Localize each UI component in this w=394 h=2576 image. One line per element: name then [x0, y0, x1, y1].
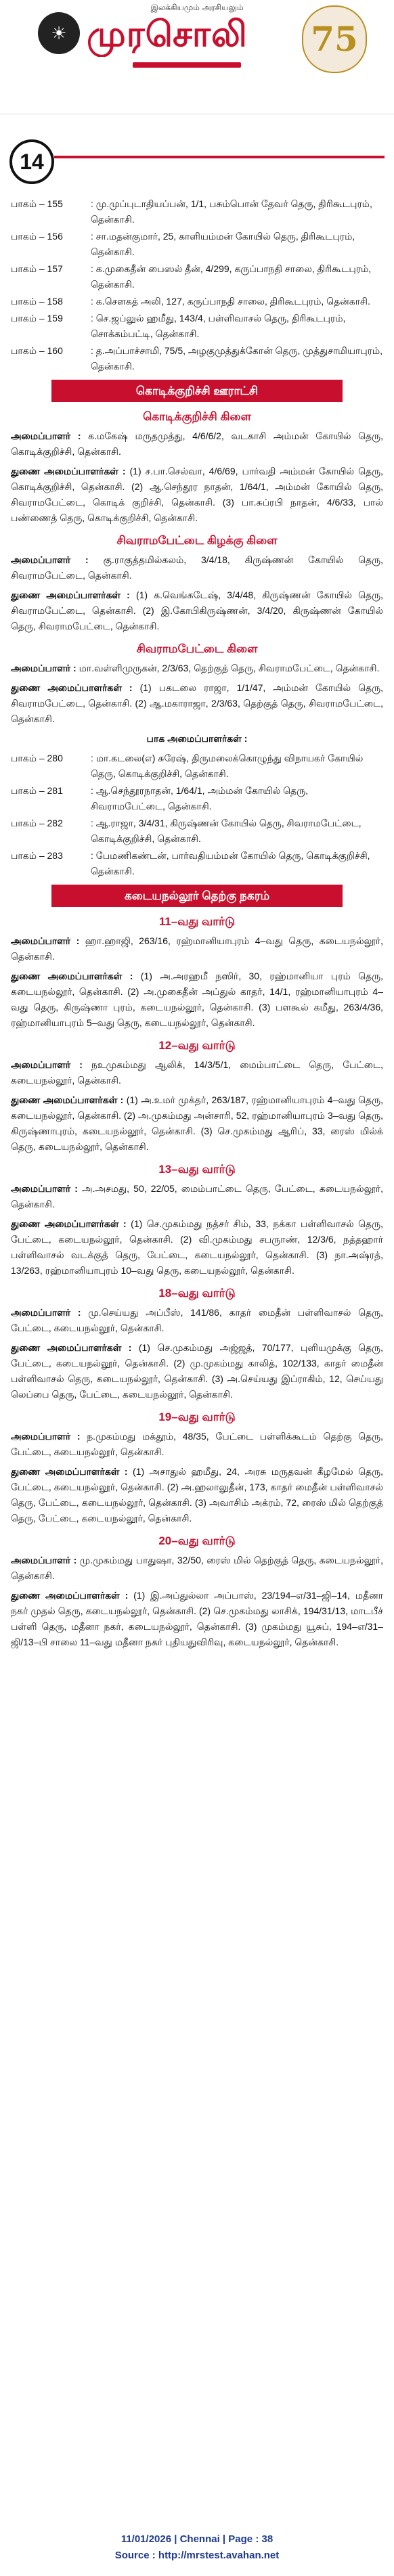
party-emblem-icon: ☀ [38, 12, 80, 54]
entry-text: : த.அப்பாச்சாமி, 75/5, அழகுமுத்துக்கோன் தெரு, முத்துசாமியாபுரம், தென்காசி. [91, 345, 383, 372]
role-paragraph [11, 1181, 383, 1212]
entry-code: பாகம் – 280 [11, 753, 63, 763]
page-rule [54, 156, 385, 158]
entry-code: பாகம் – 160 [11, 345, 63, 356]
entry-code: பாகம் – 156 [11, 231, 63, 242]
entry-text: : பேமணிகண்டன், பார்வதியம்மன் கோயில் தெரு, கொடிக்குறிச்சி, தென்காசி. [91, 850, 370, 876]
role-text: (1) செ.முகம்மது அஜ்ஜத், 70/177, புளியமுக்கு தெரு, பேட்டை, கடையநல்லூர், தென்காசி. (2) மு.முகம்மது காலித், 102/133, காதர் மைதீன் பள்ளிவாசல் தெரு, கடையநல்லூர், தென்காசி. (3) அ.செய்யது இப்ராகிம், 12, செய்யது லெப்பை தெரு, பேட்டை, கடையநல்லூர், தென்காசி. [11, 1342, 383, 1400]
branch-title: சிவராமபேட்டை கிளை [136, 642, 258, 655]
page-number-row [0, 135, 394, 183]
list-item [11, 751, 383, 782]
footer-source-line: Source : http://mrstest.avahan.net [114, 2550, 280, 2561]
footer-date-line: 11/01/2026 | Chennai | Page : 38 [121, 2533, 273, 2545]
role-paragraph [11, 661, 383, 676]
entry-text: : ஆ.ராஜா, 3/4/31, கிருஷ்ணன் கோயில் தெரு, சிவராமபேட்டை, கொடிக்குறிச்சி, தென்காசி. [91, 818, 362, 844]
role-label: அமைப்பாளர் : [11, 1555, 77, 1565]
role-text: மு.முகம்மது பாதுஷா, 32/50, ரைஸ் மில் தெற்குத் தெரு, கடையநல்லூர், தென்காசி. [11, 1555, 383, 1581]
role-paragraph [11, 1588, 383, 1650]
role-label: அமைப்பாளர் : [11, 663, 76, 673]
role-paragraph [11, 1429, 383, 1460]
list-item [11, 311, 383, 342]
entry-text: : க.செளகத் அலி, 127, கருப்பாநதி சாலை, திரிகூடபுரம், தென்காசி. [91, 296, 370, 307]
entry-text: : மா.கடலை(எ) சுரேஷ், திருமலைக்கொழுந்து விநாயகர் கோயில் தெரு, கொடிக்குறிச்சி, தென்காசி. [91, 753, 364, 779]
ward-title: 12–வது வார்டு [158, 1039, 236, 1052]
list-item [11, 294, 383, 309]
section-banner: கொடிக்குறிச்சி ஊராட்சி [51, 380, 343, 402]
entry-text: : ஆ.செந்தூரநாதன், 1/64/1, அம்மன் கோயில் தெரு, சிவராமபேட்டை, தென்காசி. [91, 785, 308, 812]
role-paragraph [11, 1464, 383, 1526]
role-label: துணை அமைப்பாளர்கள் : [11, 1342, 132, 1353]
list-item [11, 848, 383, 879]
role-text: (1) இ.அப்துல்லா அப்பாஸ், 23/194–எ/31–ஜி–14, மதீனா நகர் முதல் தெரு, கடையநல்லூர், தென்காசி. (2) செ.முகம்மது லாசிக், 194/31/13, மாடபீச் பள்ளி தெரு, மதீனா நகர், கடையநல்லூர், தென்காசி. (3) முகம்மது யூசுப், 194–எ/31–ஜி/13–பி சாலை 11–வது மதீனா நகர் புதியதுவிரிவு, கடையநல்லூர், தென்காசி. [11, 1590, 383, 1647]
role-text: நஉமுகம்மது ஆலிக், 14/3/5/1, மைம்பாட்டை தெரு, பேட்டை, கடையநல்லூர், தென்காசி. [11, 1059, 383, 1086]
article-content [11, 196, 383, 2497]
role-text: (1) பகடலை ராஜா, 1/1/47, அம்மன் கோயில் தெரு, சிவராமபேட்டை, தென்காசி. (2) ஆ.மகாராஜா, 2/3/63, தெற்குத் தெரு, சிவராமபேட்டை, தென்காசி. [11, 682, 383, 724]
role-paragraph [11, 552, 383, 583]
role-label: அமைப்பாளர் : [11, 1431, 81, 1442]
role-text: கு.ராகுத்தமில்கலம், 3/4/18, கிருஷ்ணன் கோயில் தெரு, சிவராமபேட்டை, தென்காசி. [11, 554, 383, 581]
ward-title: 11–வது வார்டு [158, 915, 236, 928]
ward-title: 13–வது வார்டு [158, 1163, 236, 1176]
role-label: துணை அமைப்பாளர்கள் : [11, 1466, 128, 1477]
role-paragraph [11, 428, 383, 460]
role-paragraph [11, 587, 383, 634]
entry-code: பாகம் – 282 [11, 818, 63, 828]
title-underline [133, 62, 241, 68]
role-label: துணை அமைப்பாளர்கள் : [11, 466, 126, 476]
role-label: துணை அமைப்பாளர்கள் : [11, 590, 130, 600]
role-text: (1) செ.முகம்மது நத்சர் சிம், 33, நக்கா பள்ளிவாசல் தெரு, பேட்டை, கடையநல்லூர், தென்காசி. (2) வி.முகம்மது சபருாண், 12/3/6, நத்தஹார் பள்ளிவாசல் வடக்குத் தெரு, பேட்டை, கடையநல்லூர், தென்காசி. (3) நா.அஷ்ரத், 13/263, ரஹ்மானியாபுரம் 10–வது தெரு, கடையநல்லூர், தென்காசி. [11, 1218, 383, 1276]
role-label: துணை அமைப்பாளர்கள் : [11, 1094, 124, 1105]
entry-code: பாகம் – 281 [11, 785, 63, 796]
page-number: 14 [9, 139, 54, 184]
section-banner: கடையநல்லூர் தெற்கு நகரம் [51, 885, 343, 907]
ward-title: 19–வது வார்டு [158, 1411, 236, 1423]
entry-text: : சா.மதன்குமார், 25, காளியம்மன் கோயில் தெரு, திரிகூடபுரம், தென்காசி. [91, 231, 355, 257]
role-paragraph [11, 1092, 383, 1155]
entry-text: : க.முகைதீன் பைஸல் தீன், 4/299, கருப்பாநதி சாலை, திரிகூடபுரம், தென்காசி. [91, 263, 372, 290]
role-paragraph [11, 680, 383, 727]
role-text: (1) அ.உமர் முக்தர், 263/187, ரஹ்மானியாபுரம் 4–வது தெரு, கடையநல்லூர், தென்காசி. (2) அ.முகம்மது அன்சாரி, 52, ரஹ்மானியாபுரம் 3–வது தெரு, கிருஷ்ணாபுரம், கடையநல்லூர், தென்காசி. (3) செ.முகம்மது ஆரிப், 33, ரைஸ் மில்க் தெரு, கடையநல்லூர், தென்காசி. [11, 1094, 383, 1152]
ward-title: 20–வது வார்டு [158, 1534, 236, 1547]
list-item [11, 343, 383, 374]
role-label: அமைப்பாளர் : [11, 554, 89, 565]
list-item [11, 816, 383, 847]
ward-title: 18–வது வார்டு [158, 1287, 236, 1300]
role-paragraph [11, 969, 383, 1031]
role-text: (1) ச.பா.செல்வா, 4/6/69, பார்வதி அம்மன் கோயில் தெரு, கொடிக்குறிச்சி, தென்காசி. (2) ஆ.செந்தூர நாதன், 1/64/1, அம்மன் கோயில் தெரு, சிவராமபேட்டை, கொடிக் குறிச்சி, தென்காசி. (3) பா.சுப்ரபி நாதன், 4/6/33, பால் பண்ணைத் தெரு, கொடிக்குறிச்சி, தென்காசி. [11, 466, 383, 523]
role-paragraph [11, 1305, 383, 1336]
page-footer [0, 2531, 394, 2572]
subhead: பாக அமைப்பாளர்கள் : [146, 733, 248, 744]
list-item [11, 261, 383, 292]
role-label: அமைப்பாளர் : [11, 935, 80, 946]
role-label: துணை அமைப்பாளர்கள் : [11, 1218, 127, 1229]
role-paragraph [11, 1216, 383, 1279]
list-item [11, 783, 383, 814]
role-paragraph [11, 1057, 383, 1088]
entry-code: பாகம் – 157 [11, 263, 63, 274]
entry-code: பாகம் – 283 [11, 850, 63, 861]
branch-title: சிவராமபேட்டை கிழக்கு கிளை [116, 534, 278, 547]
role-text: மு.செய்யது அப்பீஸ், 141/86, காதர் மைதீன் பள்ளிவாசல் தெரு, பேட்டை, கடையநல்லூர், தென்காசி. [11, 1307, 383, 1333]
role-text: அ.அசமது, 50, 22/05, மைம்பாட்டை தெரு, பேட்டை, கடையநல்லூர், தென்காசி. [11, 1183, 383, 1209]
anniversary-badge [302, 5, 367, 73]
role-label: துணை அமைப்பாளர்கள் : [11, 682, 133, 693]
role-text: மா.வள்ளிமுருகன், 2/3/63, தெற்குத் தெரு, சிவராமபேட்டை, தென்காசி. [76, 663, 380, 673]
entry-code: பாகம் – 155 [11, 198, 63, 209]
role-text: (1) அசாதுல் ஹமீது, 24, அரசு மருதவன் கீழமேல் தெரு, பேட்டை, கடையநல்லூர், தென்காசி. (2) அ.ஹலாலுதீன், 173, காதர் மைதீன் பள்ளிவாசல் தெரு, பேட்டை, கடையநல்லூர், தென்காசி. (3) அவாசிம் அக்ரம், 72, ரைஸ் மில் தெற்குத் தெரு, பேட்டை, கடையநல்லூர், தென்காசி. [11, 1466, 383, 1524]
entry-text: : மு.முப்புடாதியப்பன், 1/1, பசும்பொன் தேவர் தெரு, திரிகூடபுரம், தென்காசி. [91, 198, 372, 225]
list-item [11, 196, 383, 227]
role-text: ஹா.ஹாஜி, 263/16, ரஹ்மானியாபுரம் 4–வது தெரு, கடையநல்லூர், தென்காசி. [11, 935, 383, 962]
role-paragraph [11, 933, 383, 964]
branch-title: கொடிக்குறிச்சி கிளை [143, 410, 251, 423]
masthead-strap: இலக்கியமும் அரசியலும் [150, 3, 244, 12]
newspaper-title: முரசொலி [87, 14, 248, 55]
role-text: க.மகேஷ் மருதமுத்து, 4/6/6/2, வடகாசி அம்மன் கோயில் தெரு, கொடிக்குறிச்சி, தென்காசி. [11, 430, 383, 457]
role-text: ந.முகம்மது மக்தூம், 48/35, பேட்டை பள்ளிக்கூடம் தெற்கு தெரு, பேட்டை, கடையநல்லூர், தென்காசி. [11, 1431, 383, 1457]
entry-text: : செ.ஜப்லுல் ஹமீது, 143/4, பள்ளிவாசல் தெரு, திரிகூடபுரம், சொக்கம்பட்டி, தென்காசி. [91, 313, 346, 339]
role-paragraph [11, 1340, 383, 1402]
masthead [0, 0, 394, 114]
role-label: துணை அமைப்பாளர்கள் : [11, 1590, 129, 1601]
entry-code: பாகம் – 159 [11, 313, 63, 324]
entry-code: பாகம் – 158 [11, 296, 63, 307]
anniversary-badge-number: 75 [311, 19, 358, 59]
role-label: துணை அமைப்பாளர்கள் : [11, 971, 133, 981]
role-text: (1) அ.அரஹமீ நஸிர், 30, ரஹ்மானியா புரம் தெரு, கடையநல்லூர், தென்காசி. (2) அ.முகைதீன் அப்துல் காதர், 14/1, ரஹ்மானியாபுரம் 4–வது தெரு, கிருஷ்ணா புரம், கடையநல்லூர், தென்காசி. (3) பளகூல் கமீது, 263/4/36, ரஹ்மானியாபுரம் 5–வது தெரு, கடையநல்லூர், தென்காசி. [11, 971, 383, 1028]
role-label: அமைப்பாளர் : [11, 430, 81, 441]
role-paragraph [11, 464, 383, 526]
role-paragraph [11, 1553, 383, 1584]
role-text: (1) க.வெங்கடேஷ், 3/4/48, கிருஷ்ணன் கோயில் தெரு, சிவராமபேட்டை, தென்காசி. (2) இ.கோபிகிருஷ்ணன், 3/4/20, கிருஷ்ணன் கோயில் தெரு, சிவராமபேட்டை, தென்காசி. [11, 590, 383, 631]
head-entries [11, 196, 383, 374]
role-label: அமைப்பாளர் : [11, 1307, 81, 1318]
role-label: அமைப்பாளர் : [11, 1059, 83, 1070]
list-item [11, 229, 383, 260]
role-label: அமைப்பாளர் : [11, 1183, 78, 1194]
